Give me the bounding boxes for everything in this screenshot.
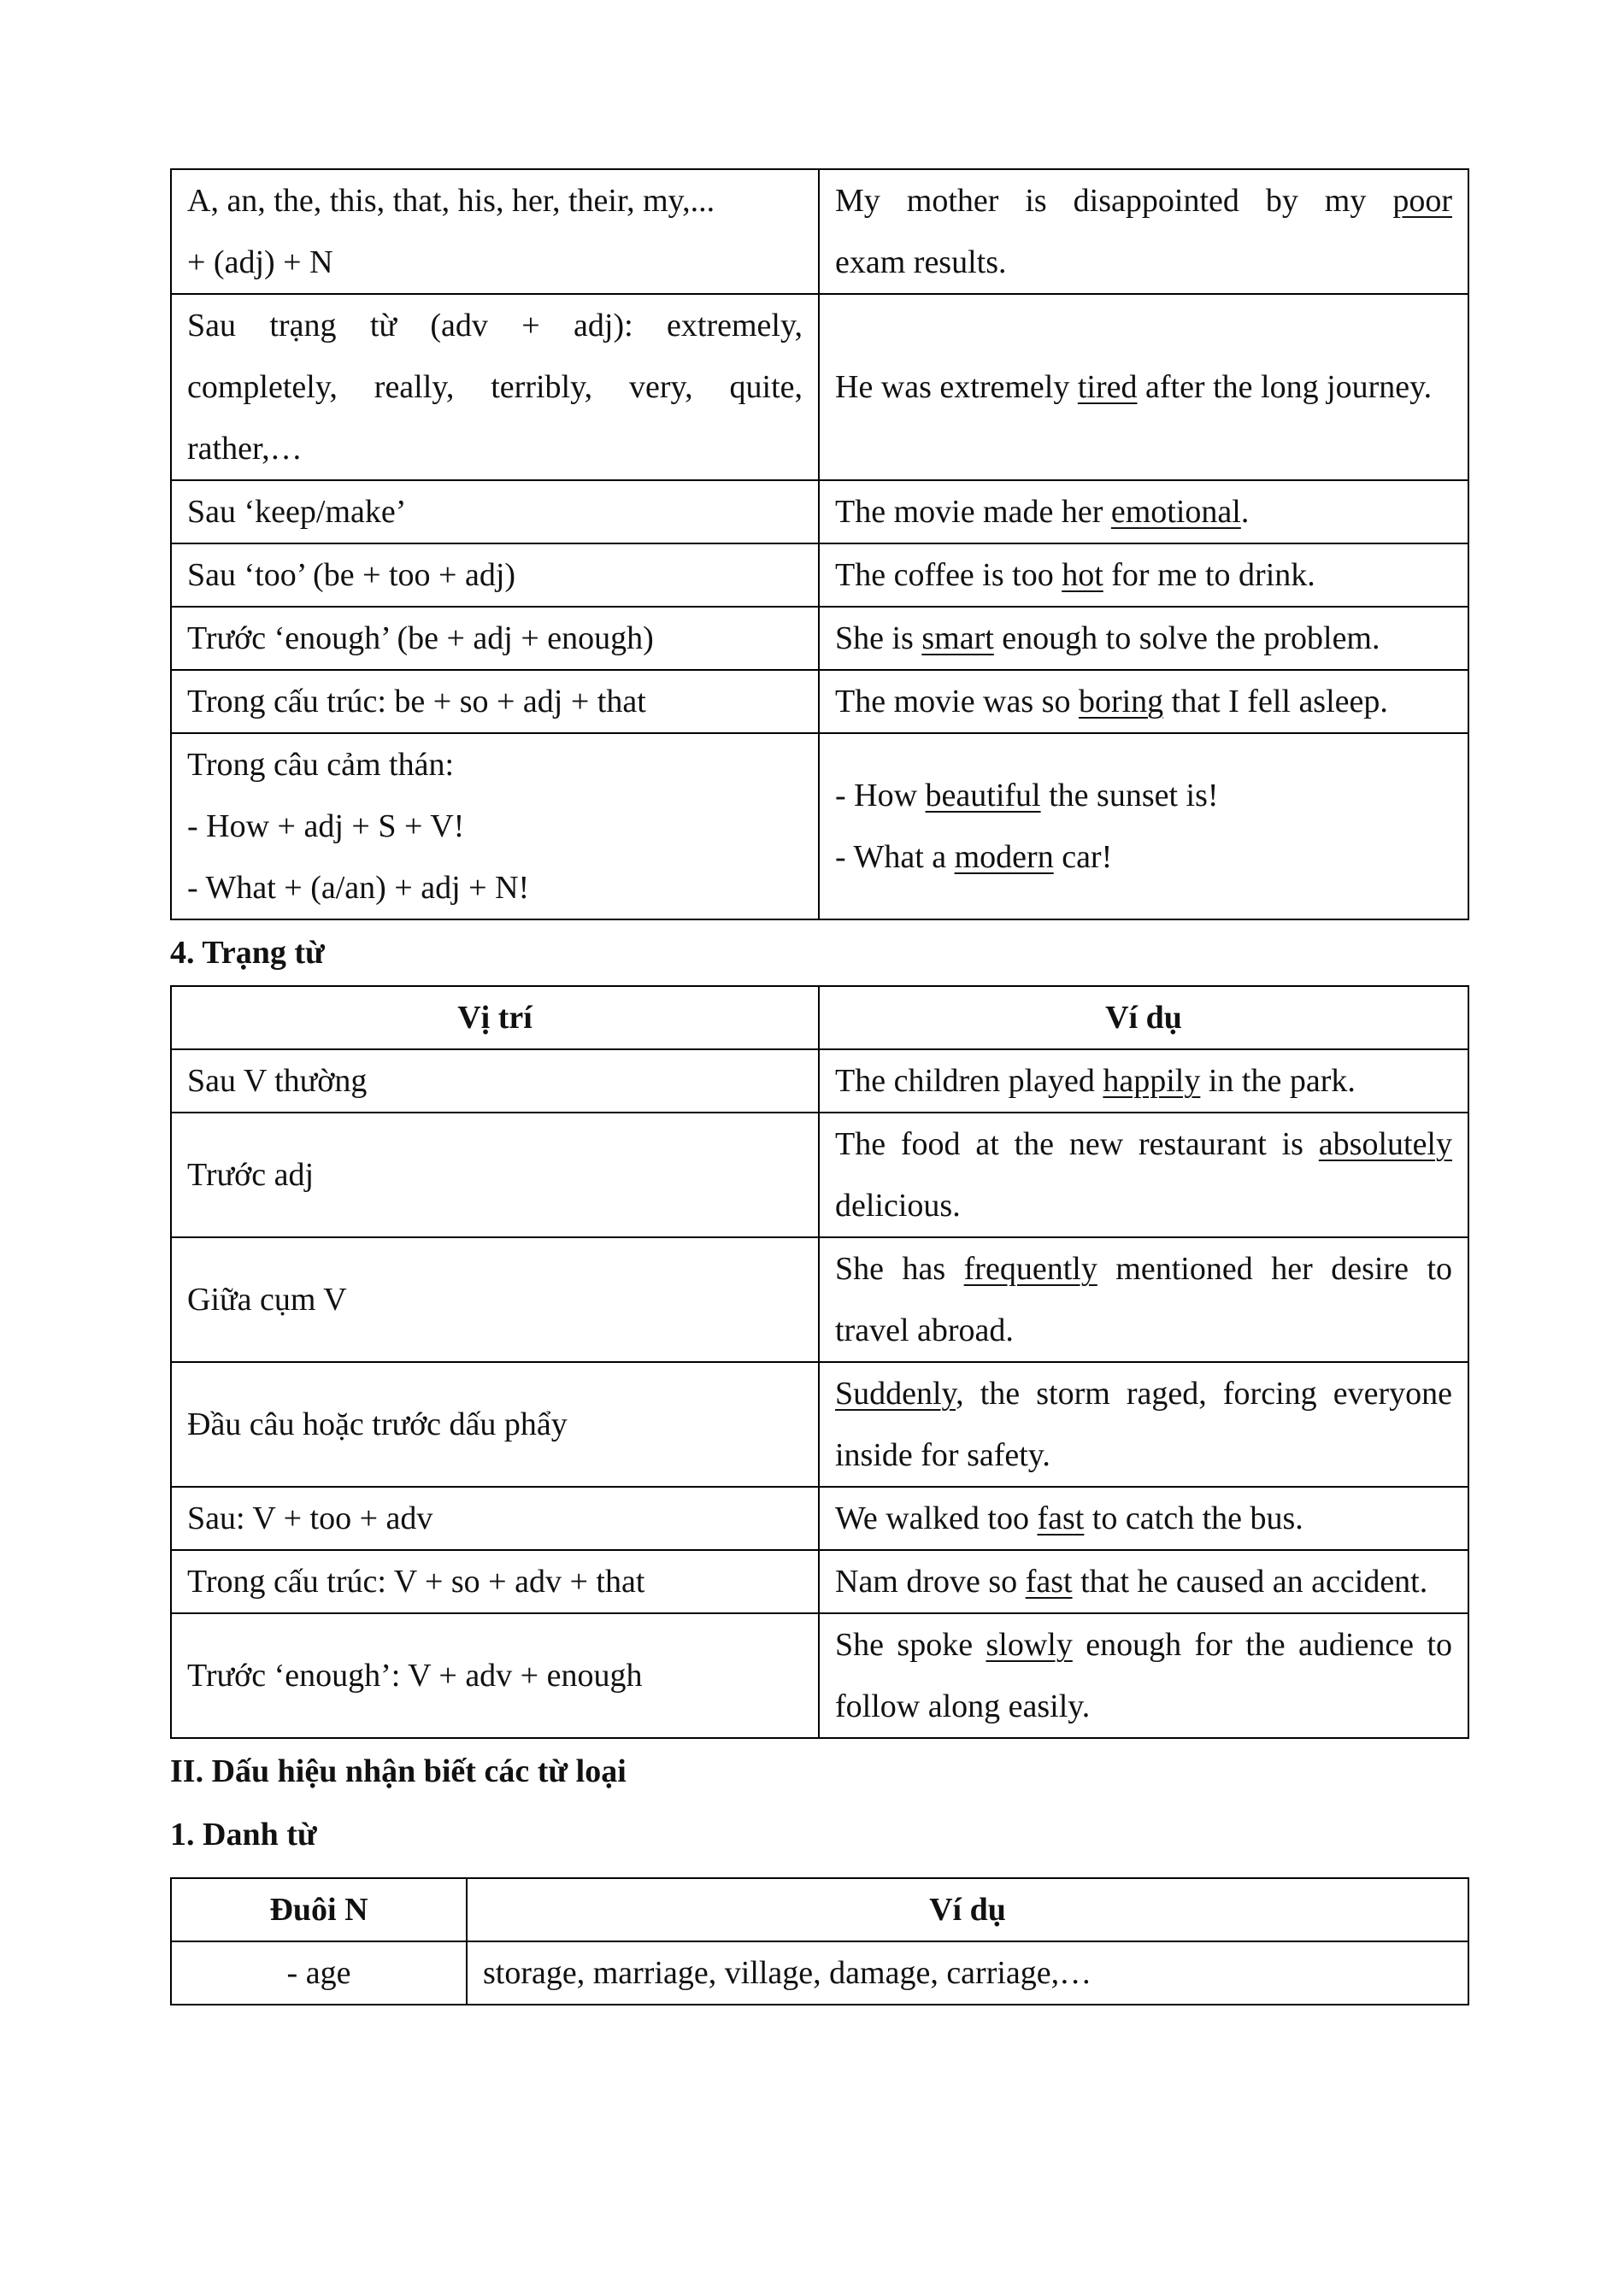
table-row: [171, 670, 1468, 733]
example-cell: He was extremely tired after the long journey.: [819, 294, 1468, 480]
example-cell: She has frequently mentioned her desire to travel abroad.: [819, 1237, 1468, 1362]
underlined-word: beautiful: [925, 778, 1041, 813]
example-cell: My mother is disappointed by my poor exam results.: [819, 169, 1468, 294]
table-row: [171, 1237, 1468, 1362]
table-row: [171, 543, 1468, 607]
example-cell: Nam drove so fast that he caused an accident.: [819, 1550, 1468, 1613]
example-cell: - How beautiful the sunset is! - What a modern car!: [819, 733, 1468, 919]
table-header-row: [171, 986, 1468, 1049]
example-cell: She is smart enough to solve the problem.: [819, 607, 1468, 670]
underlined-word: Suddenly: [835, 1376, 956, 1412]
position-cell: Trong cấu trúc: V + so + adv + that: [171, 1550, 819, 1613]
position-cell: Trong câu cảm thán: - How + adj + S + V! - What + (a/an) + adj + N!: [171, 733, 819, 919]
table-row: [171, 294, 1468, 480]
column-header-example: Ví dụ: [467, 1878, 1468, 1941]
position-cell: Sau ‘too’ (be + too + adj): [171, 543, 819, 607]
example-cell: The food at the new restaurant is absolutely delicious.: [819, 1113, 1468, 1237]
table-row: [171, 1362, 1468, 1487]
column-header-suffix: Đuôi N: [171, 1878, 467, 1941]
underlined-word: poor: [1392, 183, 1452, 219]
position-cell: A, an, the, this, that, his, her, their, my,... + (adj) + N: [171, 169, 819, 294]
underlined-word: hot: [1062, 557, 1103, 593]
example-cell: The movie was so boring that I fell asleep.: [819, 670, 1468, 733]
table-row: [171, 733, 1468, 919]
underlined-word: boring: [1078, 684, 1164, 719]
table-row: [171, 1941, 1468, 2005]
example-cell: The coffee is too hot for me to drink.: [819, 543, 1468, 607]
table-row: [171, 607, 1468, 670]
position-cell: Giữa cụm V: [171, 1237, 819, 1362]
table-row: [171, 480, 1468, 543]
underlined-word: happily: [1103, 1063, 1201, 1099]
position-cell: Trước ‘enough’: V + adv + enough: [171, 1613, 819, 1738]
document-page: [170, 168, 1468, 2005]
underlined-word: tired: [1077, 369, 1138, 405]
position-cell: Sau V thường: [171, 1049, 819, 1113]
section-heading-signs: II. Dấu hiệu nhận biết các từ loại: [170, 1753, 627, 1789]
underlined-word: smart: [921, 620, 994, 656]
position-cell: Sau: V + too + adv: [171, 1487, 819, 1550]
position-cell: Sau ‘keep/make’: [171, 480, 819, 543]
adjective-position-table: [170, 168, 1469, 920]
column-header-example: Ví dụ: [819, 986, 1468, 1049]
position-cell: Sau trạng từ (adv + adj): extremely, completely, really, terribly, very, quite, rather,…: [171, 294, 819, 480]
example-cell: The children played happily in the park.: [819, 1049, 1468, 1113]
section-heading-adverb: 4. Trạng từ: [170, 935, 325, 971]
noun-suffix-table: [170, 1877, 1469, 2005]
table-header-row: [171, 1878, 1468, 1941]
example-cell: We walked too fast to catch the bus.: [819, 1487, 1468, 1550]
underlined-word: absolutely: [1318, 1126, 1452, 1162]
table-row: [171, 1613, 1468, 1738]
underlined-word: fast: [1037, 1500, 1085, 1536]
position-cell: Trong cấu trúc: be + so + adj + that: [171, 670, 819, 733]
table-row: [171, 1113, 1468, 1237]
underlined-word: modern: [954, 839, 1054, 875]
example-cell: storage, marriage, village, damage, carriage,…: [467, 1941, 1468, 2005]
table-row: [171, 1550, 1468, 1613]
table-row: [171, 169, 1468, 294]
position-cell: Trước ‘enough’ (be + adj + enough): [171, 607, 819, 670]
column-header-position: Vị trí: [171, 986, 819, 1049]
example-cell: The movie made her emotional.: [819, 480, 1468, 543]
underlined-word: frequently: [963, 1251, 1097, 1287]
table-row: [171, 1049, 1468, 1113]
adverb-position-table: [170, 985, 1469, 1739]
section-heading-noun: 1. Danh từ: [170, 1817, 317, 1853]
underlined-word: slowly: [986, 1627, 1073, 1663]
suffix-cell: - age: [171, 1941, 467, 2005]
position-cell: Đầu câu hoặc trước dấu phẩy: [171, 1362, 819, 1487]
example-cell: She spoke slowly enough for the audience to follow along easily.: [819, 1613, 1468, 1738]
example-cell: Suddenly, the storm raged, forcing everyone inside for safety.: [819, 1362, 1468, 1487]
underlined-word: fast: [1025, 1564, 1073, 1600]
table-row: [171, 1487, 1468, 1550]
position-cell: Trước adj: [171, 1113, 819, 1237]
underlined-word: emotional: [1110, 494, 1241, 530]
